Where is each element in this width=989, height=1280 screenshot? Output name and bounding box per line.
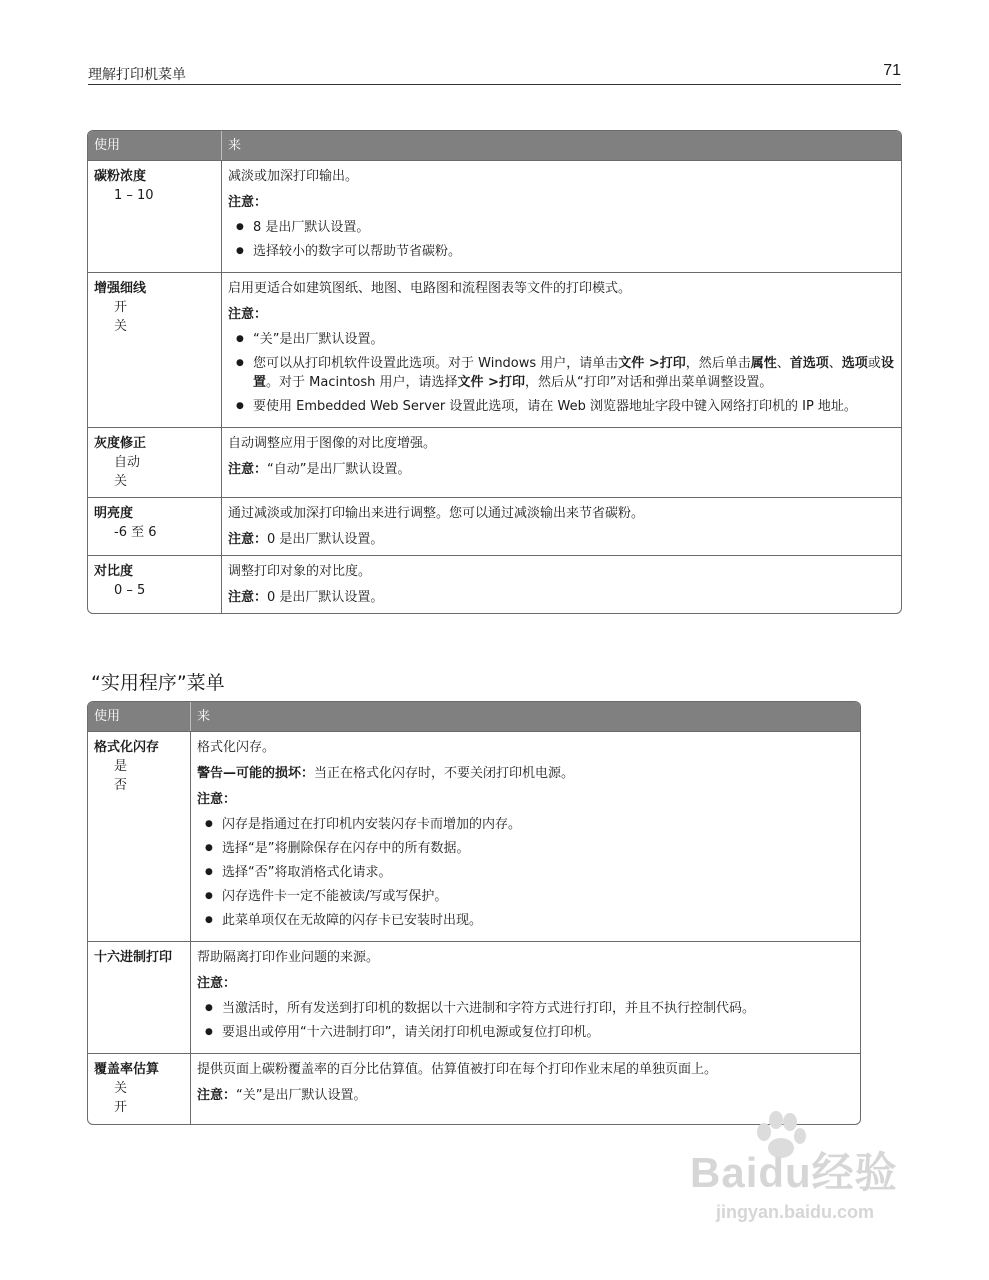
menu-option: 是 [114, 759, 128, 774]
table-row [88, 1053, 860, 1124]
note-label: 注意： [228, 532, 268, 547]
column-header-to: 来 [221, 131, 901, 160]
ui-term: 选项 [841, 356, 868, 371]
print-quality-menu-table [87, 130, 902, 614]
table-row [88, 160, 901, 272]
list-item: ● “关”是出厂默认设置。 [253, 330, 895, 349]
table-row [88, 272, 901, 427]
page-header [88, 62, 901, 85]
table-row [88, 555, 901, 613]
list-item: ● 要使用 Embedded Web Server 设置此选项，请在 Web 浏览器地址字段中键入网络打印机的 IP 地址。 [253, 397, 895, 416]
menu-option: 开 [114, 300, 128, 315]
list-item: ● 要退出或停用“十六进制打印”，请关闭打印机电源或复位打印机。 [222, 1023, 854, 1042]
ui-term: 首选项 [789, 356, 829, 371]
menu-item-label: 明亮度 [94, 506, 134, 521]
note-text: 0 是出厂默认设置。 [267, 532, 384, 547]
list-item: ● 当激活时，所有发送到打印机的数据以十六进制和字符方式进行打印，并且不执行控制代码。 [222, 999, 854, 1018]
menu-option: 关 [114, 1081, 128, 1096]
item-description: 格式化闪存。 [197, 740, 276, 755]
list-item: ● 选择“是”将删除保存在闪存中的所有数据。 [222, 839, 854, 858]
utilities-menu-table [87, 701, 861, 1125]
note-label: 注意： [228, 462, 268, 477]
warning-text: 当正在格式化闪存时，不要关闭打印机电源。 [314, 766, 575, 781]
table-row [88, 731, 860, 941]
ui-term: 属性 [750, 356, 777, 371]
list-item: ● 闪存选件卡一定不能被读/写或写保护。 [222, 887, 854, 906]
menu-item-label: 格式化闪存 [94, 740, 160, 755]
note-text: “自动”是出厂默认设置。 [267, 462, 411, 477]
watermark-brand: Baidu经验 [690, 1149, 898, 1196]
table-row [88, 941, 860, 1053]
watermark-url: jingyan.baidu.com [716, 1202, 875, 1222]
menu-option: 0 – 5 [114, 583, 146, 598]
list-item: ● 您可以从打印机软件设置此选项。对于 Windows 用户，请单击文件 >打印，然后单击属性、首选项、选项或设置。对于 Macintosh 用户，请选择文件 >打印，然后从“打印”对话和弹出菜单调整设置。 [253, 354, 895, 392]
menu-item-label: 增强细线 [94, 281, 147, 296]
list-item: ● 选择较小的数字可以帮助节省碳粉。 [253, 242, 895, 261]
item-description: 提供页面上碳粉覆盖率的百分比估算值。估算值被打印在每个打印作业末尾的单独页面上。 [197, 1062, 718, 1077]
list-item: ● 选择“否”将取消格式化请求。 [222, 863, 854, 882]
item-description: 自动调整应用于图像的对比度增强。 [228, 436, 437, 451]
menu-option: 开 [114, 1100, 128, 1115]
note-label: 注意： [228, 590, 268, 605]
ui-path: 文件 >打印 [457, 375, 525, 390]
column-header-use: 使用 [88, 131, 221, 160]
column-header-to: 来 [190, 702, 860, 731]
menu-option: 1 – 10 [114, 188, 154, 203]
note-label: 注意： [197, 792, 237, 807]
menu-option: 关 [114, 474, 128, 489]
list-item: ● 此菜单项仅在无故障的闪存卡已安装时出现。 [222, 911, 854, 930]
note-text: “关”是出厂默认设置。 [236, 1088, 367, 1103]
item-description: 启用更适合如建筑图纸、地图、电路图和流程图表等文件的打印模式。 [228, 281, 632, 296]
item-description: 通过减淡或加深打印输出来进行调整。您可以通过减淡输出来节省碳粉。 [228, 506, 645, 521]
menu-item-label: 十六进制打印 [94, 950, 173, 965]
menu-option: -6 至 6 [114, 525, 157, 540]
page-number: 71 [883, 62, 901, 79]
menu-option: 否 [114, 778, 128, 793]
item-description: 减淡或加深打印输出。 [228, 169, 359, 184]
menu-option: 关 [114, 319, 128, 334]
item-description: 帮助隔离打印作业问题的来源。 [197, 950, 380, 965]
note-label: 注意： [197, 976, 237, 991]
note-text: 0 是出厂默认设置。 [267, 590, 384, 605]
table-header-row [88, 702, 860, 731]
menu-item-label: 覆盖率估算 [94, 1062, 160, 1077]
ui-term: 设置 [253, 356, 894, 390]
warning-label: 警告—可能的损坏： [197, 766, 315, 781]
header-title: 理解打印机菜单 [88, 67, 186, 83]
note-label: 注意： [228, 307, 268, 322]
table-header-row [88, 131, 901, 160]
ui-path: 文件 >打印 [618, 356, 686, 371]
table-row [88, 497, 901, 555]
list-item: ● 闪存是指通过在打印机内安装闪存卡而增加的内存。 [222, 815, 854, 834]
menu-item-label: 灰度修正 [94, 436, 147, 451]
menu-item-label: 碳粉浓度 [94, 169, 147, 184]
list-item: ● 8 是出厂默认设置。 [253, 218, 895, 237]
note-label: 注意： [197, 1088, 237, 1103]
baidu-watermark [690, 1140, 930, 1250]
menu-item-label: 对比度 [94, 564, 134, 579]
column-header-use: 使用 [88, 702, 190, 731]
section-title: “实用程序”菜单 [91, 672, 225, 694]
note-label: 注意： [228, 195, 268, 210]
table-row [88, 427, 901, 497]
item-description: 调整打印对象的对比度。 [228, 564, 372, 579]
menu-option: 自动 [114, 455, 141, 470]
